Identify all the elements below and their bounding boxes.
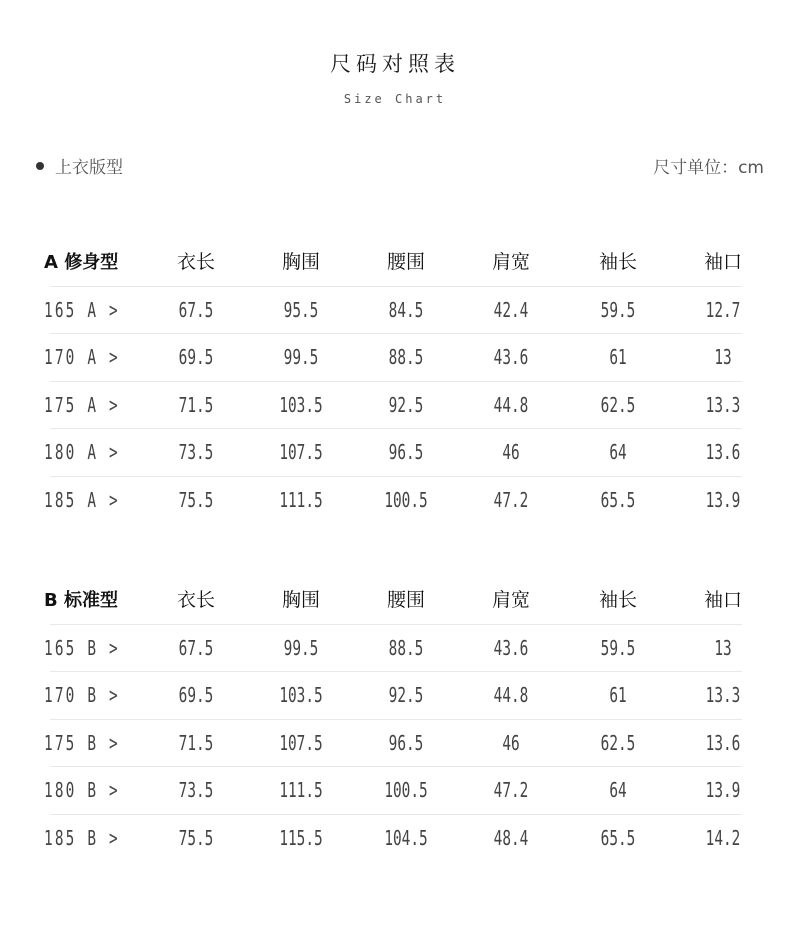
measurement-value: 13 bbox=[714, 635, 732, 660]
size-label: 165 A > bbox=[44, 297, 120, 322]
measurement-value: 44.8 bbox=[493, 683, 529, 707]
column-header: 肩宽 bbox=[491, 589, 530, 611]
measurement-value: 64 bbox=[609, 440, 627, 464]
size-label: 185 A > bbox=[44, 487, 120, 512]
column-header: 袖口 bbox=[703, 251, 742, 273]
column-header: 衣长 bbox=[176, 251, 215, 273]
measurement-value: 100.5 bbox=[384, 487, 428, 512]
size-label: 180 A > bbox=[44, 440, 120, 464]
measurement-value: 111.5 bbox=[279, 778, 323, 802]
measurement-value: 73.5 bbox=[178, 440, 214, 464]
table-row bbox=[0, 767, 790, 814]
measurement-value: 67.5 bbox=[178, 635, 214, 660]
size-label: 175 B > bbox=[44, 730, 120, 755]
measurement-value: 44.8 bbox=[493, 392, 529, 417]
table-row bbox=[0, 334, 790, 381]
size-label: 185 B > bbox=[44, 825, 120, 850]
measurement-value: 13 bbox=[714, 345, 732, 369]
measurement-value: 59.5 bbox=[600, 635, 636, 660]
table-row bbox=[0, 287, 790, 334]
page-title: 尺码对照表 bbox=[330, 52, 460, 76]
column-header: 肩宽 bbox=[491, 251, 530, 273]
measurement-value: 42.4 bbox=[493, 297, 529, 322]
size-label: 170 B > bbox=[44, 683, 120, 707]
table-type-name: A 修身型 bbox=[44, 252, 119, 273]
table-type-name: B 标准型 bbox=[44, 590, 118, 611]
measurement-value: 65.5 bbox=[600, 825, 636, 850]
column-header: 袖长 bbox=[598, 251, 637, 273]
table-row bbox=[0, 625, 790, 672]
measurement-value: 88.5 bbox=[388, 635, 424, 660]
measurement-value: 84.5 bbox=[388, 297, 424, 322]
measurement-value: 107.5 bbox=[279, 730, 323, 755]
measurement-value: 99.5 bbox=[283, 345, 319, 369]
measurement-value: 12.7 bbox=[705, 297, 741, 322]
measurement-value: 61 bbox=[609, 345, 627, 369]
table-row bbox=[0, 720, 790, 767]
measurement-value: 99.5 bbox=[283, 635, 319, 660]
measurement-value: 67.5 bbox=[178, 297, 214, 322]
measurement-value: 71.5 bbox=[178, 730, 214, 755]
measurement-value: 13.6 bbox=[705, 440, 741, 464]
measurement-value: 61 bbox=[609, 683, 627, 707]
column-header: 袖长 bbox=[598, 589, 637, 611]
size-label: 170 A > bbox=[44, 345, 120, 369]
category-label bbox=[36, 153, 123, 178]
measurement-value: 46 bbox=[502, 730, 520, 755]
measurement-value: 96.5 bbox=[388, 730, 424, 755]
column-header: 腰围 bbox=[386, 589, 425, 611]
measurement-value: 103.5 bbox=[279, 392, 323, 417]
measurement-value: 75.5 bbox=[178, 487, 214, 512]
column-header: 袖口 bbox=[703, 589, 742, 611]
measurement-value: 69.5 bbox=[178, 345, 214, 369]
page-subtitle: Size Chart bbox=[343, 92, 447, 106]
measurement-value: 65.5 bbox=[600, 487, 636, 512]
measurement-value: 13.6 bbox=[705, 730, 741, 755]
measurement-value: 92.5 bbox=[388, 392, 424, 417]
column-header: 腰围 bbox=[386, 251, 425, 273]
table-header-row bbox=[0, 239, 790, 286]
measurement-value: 62.5 bbox=[600, 392, 636, 417]
measurement-value: 88.5 bbox=[388, 345, 424, 369]
column-header: 胸围 bbox=[281, 589, 320, 611]
measurement-value: 13.3 bbox=[705, 392, 741, 417]
measurement-value: 46 bbox=[502, 440, 520, 464]
table-row bbox=[0, 672, 790, 719]
measurement-value: 95.5 bbox=[283, 297, 319, 322]
measurement-value: 47.2 bbox=[493, 487, 529, 512]
measurement-value: 14.2 bbox=[705, 825, 741, 850]
measurement-value: 96.5 bbox=[388, 440, 424, 464]
size-label: 165 B > bbox=[44, 635, 120, 660]
measurement-value: 104.5 bbox=[384, 825, 428, 850]
bullet-dot-icon bbox=[36, 162, 44, 170]
column-header: 胸围 bbox=[281, 251, 320, 273]
measurement-value: 64 bbox=[609, 778, 627, 802]
measurement-value: 100.5 bbox=[384, 778, 428, 802]
table-row bbox=[0, 382, 790, 429]
measurement-value: 43.6 bbox=[493, 345, 529, 369]
table-row bbox=[0, 815, 790, 862]
measurement-value: 48.4 bbox=[493, 825, 529, 850]
measurement-value: 115.5 bbox=[279, 825, 323, 850]
table-header-row bbox=[0, 577, 790, 624]
measurement-value: 13.9 bbox=[705, 778, 741, 802]
measurement-value: 69.5 bbox=[178, 683, 214, 707]
size-label: 175 A > bbox=[44, 392, 120, 417]
measurement-value: 111.5 bbox=[279, 487, 323, 512]
category-text: 上衣版型 bbox=[55, 158, 123, 178]
measurement-value: 47.2 bbox=[493, 778, 529, 802]
column-header: 衣长 bbox=[176, 589, 215, 611]
measurement-value: 107.5 bbox=[279, 440, 323, 464]
size-label: 180 B > bbox=[44, 778, 120, 802]
measurement-value: 13.3 bbox=[705, 683, 741, 707]
table-row bbox=[0, 429, 790, 476]
measurement-value: 92.5 bbox=[388, 683, 424, 707]
measurement-value: 43.6 bbox=[493, 635, 529, 660]
measurement-value: 73.5 bbox=[178, 778, 214, 802]
unit-label: 尺寸单位：cm bbox=[653, 158, 764, 178]
measurement-value: 75.5 bbox=[178, 825, 214, 850]
table-row bbox=[0, 477, 790, 524]
measurement-value: 13.9 bbox=[705, 487, 741, 512]
measurement-value: 62.5 bbox=[600, 730, 636, 755]
measurement-value: 103.5 bbox=[279, 683, 323, 707]
measurement-value: 71.5 bbox=[178, 392, 214, 417]
measurement-value: 59.5 bbox=[600, 297, 636, 322]
